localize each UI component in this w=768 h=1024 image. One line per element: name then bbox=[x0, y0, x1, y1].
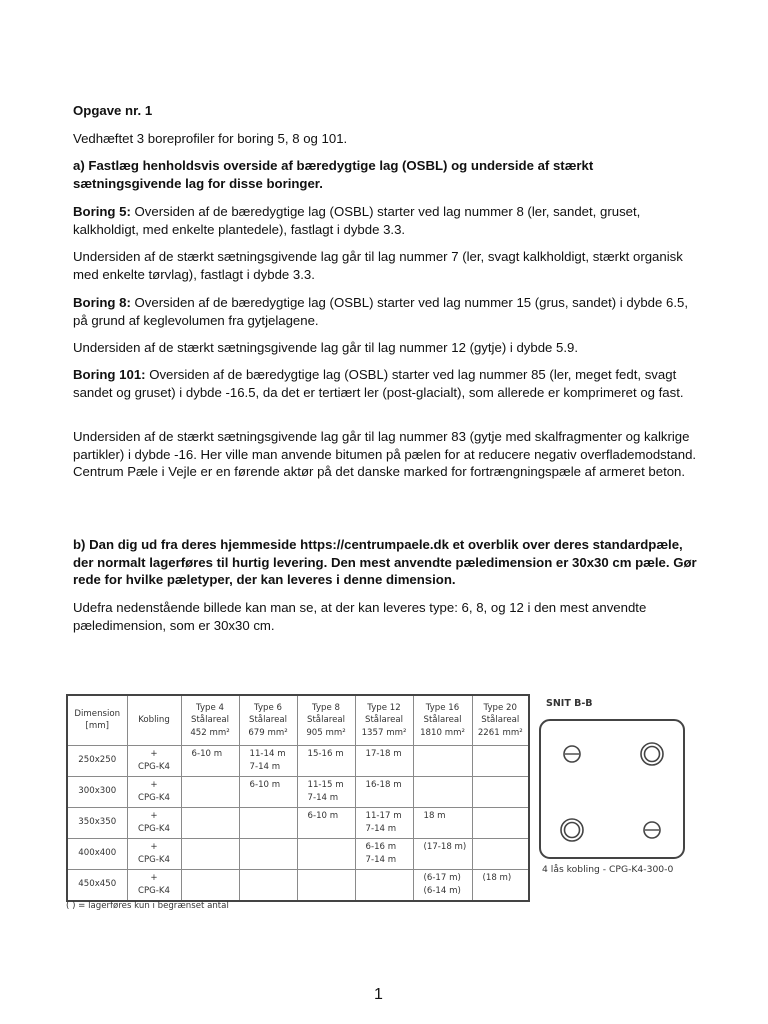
header-line: Type 20 bbox=[483, 702, 517, 713]
length-cell bbox=[472, 807, 529, 838]
boring5-p1 bbox=[73, 203, 703, 238]
coupling-cell bbox=[127, 869, 181, 901]
length-cell: 18 m bbox=[413, 807, 472, 838]
header-line: Type 12 bbox=[367, 702, 401, 713]
length-cell: (6-17 m) (6-14 m) bbox=[413, 869, 472, 901]
table-header-cell bbox=[181, 695, 239, 745]
length-cell bbox=[239, 807, 297, 838]
length-cell: 6-16 m 7-14 m bbox=[355, 838, 413, 869]
length-cell bbox=[181, 807, 239, 838]
length-cell: 11-14 m 7-14 m bbox=[239, 745, 297, 776]
boring101-p2 bbox=[73, 428, 703, 481]
intro bbox=[73, 130, 703, 148]
question-a bbox=[73, 157, 703, 192]
length-cell: 6-10 m bbox=[181, 745, 239, 776]
question-b bbox=[73, 536, 703, 589]
pile-table-wrapper bbox=[66, 694, 528, 900]
answer-b bbox=[73, 599, 703, 634]
length-cell bbox=[472, 745, 529, 776]
length-cell bbox=[239, 838, 297, 869]
coupling-type: CPG-K4 bbox=[137, 792, 171, 803]
boring8-p1 bbox=[73, 294, 703, 329]
coupling-cell bbox=[127, 776, 181, 807]
header-line: Type 8 bbox=[312, 702, 340, 713]
length-cell bbox=[355, 869, 413, 901]
table-row bbox=[67, 807, 529, 838]
coupling-cell bbox=[127, 807, 181, 838]
boring5-p1-text: Oversiden af de bæredygtige lag (OSBL) starter ved lag nummer 8 (ler, sandet, gruset, kalkholdigt, med enkelte plantedele), fastlagt i dybde 3.3. bbox=[73, 204, 641, 237]
length-cell: 16-18 m bbox=[355, 776, 413, 807]
coupling-plus: + bbox=[150, 810, 158, 821]
header-line: 2261 mm² bbox=[477, 727, 523, 738]
snit-label: SNIT B-B bbox=[546, 698, 593, 709]
length-cell bbox=[413, 745, 472, 776]
coupling-type: CPG-K4 bbox=[137, 854, 171, 865]
length-cell: (17-18 m) bbox=[413, 838, 472, 869]
table-header-cell bbox=[355, 695, 413, 745]
dimension-cell: 400x400 bbox=[67, 838, 127, 869]
header-line: Stålareal bbox=[423, 715, 462, 725]
length-cell bbox=[297, 869, 355, 901]
header-line: 1357 mm² bbox=[361, 727, 407, 738]
answer-b-text: Udefra nedenstående billede kan man se, at der kan leveres type: 6, 8, og 12 i den mest anvendte pæledimension, som er 30x30 cm. bbox=[73, 600, 647, 633]
question-a-text: a) Fastlæg henholdsvis overside af bæredygtige lag (OSBL) og underside af stærkt sætningsgivende lag for disse boringer. bbox=[73, 158, 594, 191]
section-outline bbox=[540, 720, 684, 858]
header-line: Stålareal bbox=[190, 715, 230, 725]
length-cell: 11-17 m 7-14 m bbox=[355, 807, 413, 838]
table-body bbox=[67, 745, 529, 901]
dimension-cell: 250x250 bbox=[67, 745, 127, 776]
table-header-cell bbox=[472, 695, 529, 745]
question-b-text: b) Dan dig ud fra deres hjemmeside https://centrumpaele.dk et overblik over deres standardpæle, der normalt lagerføres til hurtig levering. Den mest anvendte pæledimension er 30x30 cm pæle. Gør rede for hvilke pæletyper, der kan leveres i denne dimension. bbox=[73, 537, 697, 587]
length-cell bbox=[413, 776, 472, 807]
length-cell: 15-16 m bbox=[297, 745, 355, 776]
header-line: Stålareal bbox=[248, 715, 288, 725]
boring5-p2-text: Undersiden af de stærkt sætningsgivende lag går til lag nummer 7 (ler, svagt kalkholdigt, stærkt organisk med enkelte tørvlag), fastlagt i dybde 3.3. bbox=[73, 249, 683, 282]
length-cell: 11-15 m 7-14 m bbox=[297, 776, 355, 807]
coupling-cell bbox=[127, 745, 181, 776]
boring101-label: Boring 101: bbox=[73, 367, 146, 382]
lock-slot-top-left bbox=[564, 746, 580, 762]
header-line: Kobling bbox=[138, 715, 170, 725]
heading bbox=[73, 102, 703, 120]
table-header-cell bbox=[67, 695, 127, 745]
boring8-label: Boring 8: bbox=[73, 295, 131, 310]
coupling-type: CPG-K4 bbox=[137, 885, 171, 896]
pile-table bbox=[66, 694, 530, 902]
table-header-cell bbox=[127, 695, 181, 745]
boring5-label: Boring 5: bbox=[73, 204, 131, 219]
length-cell bbox=[181, 869, 239, 901]
lock-pin-top-right bbox=[641, 743, 663, 765]
table-row bbox=[67, 869, 529, 901]
boring8-p2-text: Undersiden af de stærkt sætningsgivende lag går til lag nummer 12 (gytje) i dybde 5.9. bbox=[73, 340, 579, 355]
header-line: 452 mm² bbox=[190, 727, 230, 738]
lock-slot-bottom-right bbox=[644, 822, 660, 838]
coupling-type: CPG-K4 bbox=[137, 761, 171, 772]
header-line: Stålareal bbox=[306, 715, 346, 725]
length-cell bbox=[239, 869, 297, 901]
boring8-p2 bbox=[73, 339, 703, 357]
coupling-type: CPG-K4 bbox=[137, 823, 171, 834]
page-number: 1 bbox=[374, 986, 383, 1003]
table-header-row bbox=[67, 695, 529, 745]
intro-text: Vedhæftet 3 boreprofiler for boring 5, 8 og 101. bbox=[73, 131, 348, 146]
header-line: 905 mm² bbox=[306, 727, 346, 738]
lock-pin-bottom-left bbox=[561, 819, 583, 841]
coupling-plus: + bbox=[150, 779, 158, 790]
dimension-cell: 450x450 bbox=[67, 869, 127, 901]
coupling-cell bbox=[127, 838, 181, 869]
length-cell: 6-10 m bbox=[297, 807, 355, 838]
table-row bbox=[67, 745, 529, 776]
table-row bbox=[67, 776, 529, 807]
length-cell: (18 m) bbox=[472, 869, 529, 901]
table-row bbox=[67, 838, 529, 869]
coupling-plus: + bbox=[150, 841, 158, 852]
boring101-p2-text: Undersiden af de stærkt sætningsgivende lag går til lag nummer 83 (gytje med skalfragmenter og kalkrige partikler) i dybde -16. Her ville man anvende bitumen på pælen for at reducere negativ overflademodstand. Centrum Pæle i Vejle er en førende aktør på det danske marked for fortrængningspæle af armeret beton. bbox=[73, 429, 697, 479]
table-header-cell bbox=[297, 695, 355, 745]
length-cell bbox=[472, 838, 529, 869]
length-cell bbox=[181, 838, 239, 869]
header-line: Stålareal bbox=[364, 715, 404, 725]
coupling-section-drawing bbox=[536, 716, 688, 862]
header-line: Type 4 bbox=[196, 702, 224, 713]
header-line: [mm] bbox=[85, 721, 109, 732]
header-line: Type 6 bbox=[254, 702, 282, 713]
header-line: 1810 mm² bbox=[420, 727, 465, 738]
boring5-p2 bbox=[73, 248, 703, 283]
boring8-p1-text: Oversiden af de bæredygtige lag (OSBL) starter ved lag nummer 15 (grus, sandet) i dybde 6.5, på grund af keglevolumen fra gytjelagene. bbox=[73, 295, 688, 328]
header-line: Dimension bbox=[74, 708, 121, 719]
length-cell bbox=[297, 838, 355, 869]
length-cell: 17-18 m bbox=[355, 745, 413, 776]
length-cell bbox=[472, 776, 529, 807]
coupling-plus: + bbox=[150, 748, 158, 759]
dimension-cell: 350x350 bbox=[67, 807, 127, 838]
dimension-cell: 300x300 bbox=[67, 776, 127, 807]
header-line: Stålareal bbox=[481, 715, 520, 725]
length-cell bbox=[181, 776, 239, 807]
header-line: 679 mm² bbox=[248, 727, 288, 738]
header-line: Type 16 bbox=[425, 702, 460, 713]
boring101-p1 bbox=[73, 366, 703, 401]
snit-caption: 4 lås kobling - CPG-K4-300-0 bbox=[542, 864, 674, 875]
boring101-p1-text: Oversiden af de bæredygtige lag (OSBL) starter ved lag nummer 85 (ler, meget fedt, svagt sandet og gruset) i dybde -16.5, da det er tertiært ler (post-glacialt), som allerede er komprimeret og fast. bbox=[73, 367, 684, 400]
table-note: ( ) = lagerføres kun i begrænset antal bbox=[66, 901, 229, 911]
table-header-cell bbox=[413, 695, 472, 745]
table-header-cell bbox=[239, 695, 297, 745]
length-cell: 6-10 m bbox=[239, 776, 297, 807]
heading-text: Opgave nr. 1 bbox=[73, 103, 153, 118]
coupling-plus: + bbox=[150, 872, 158, 883]
